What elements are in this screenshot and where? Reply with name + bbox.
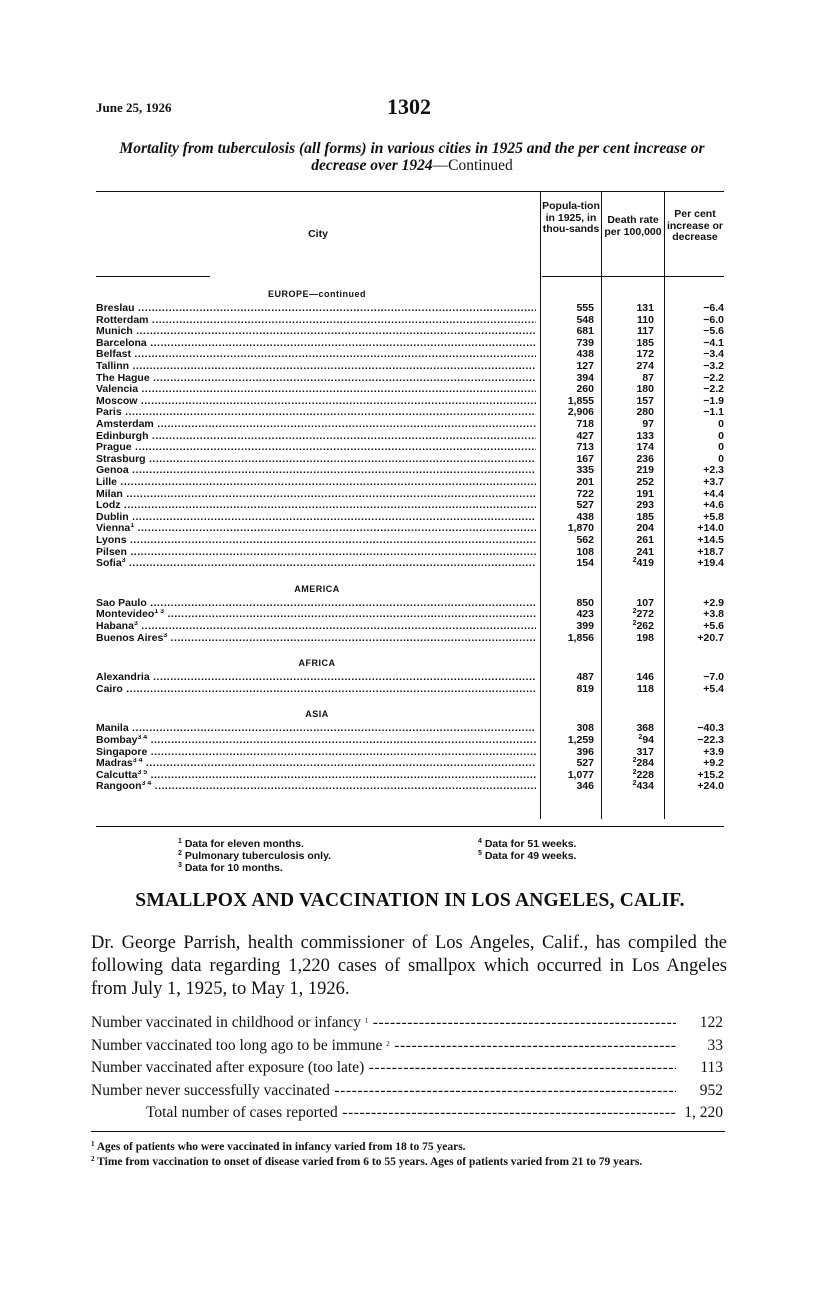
city-name: Tallinn ..... (96, 361, 536, 373)
population-value: 399 (576, 620, 594, 632)
population-value: 713 (576, 441, 594, 454)
city-name: Munich ..... (96, 326, 536, 338)
section-heading: AFRICA (298, 658, 336, 669)
death-rate-value: 204 (636, 522, 654, 535)
table-bottom-rule (96, 826, 724, 827)
table-row (96, 723, 724, 735)
population-value: 260 (576, 383, 594, 396)
population-value: 850 (576, 596, 594, 609)
city-name: Calcutta$^{3 5}$ ..... (96, 770, 536, 782)
table-row (96, 558, 724, 570)
table-row (96, 684, 724, 696)
city-name: Manila ..... (96, 723, 536, 735)
percent-change-value: 0 (718, 429, 724, 442)
percent-change-value: +3.9 (703, 745, 724, 758)
city-name: Rangoon$^{3 4}$ ..... (96, 781, 536, 793)
table-row (96, 747, 724, 759)
population-value: 1,077 (567, 768, 594, 781)
death-rate-value: 261 (636, 534, 654, 546)
percent-change-value: +5.6 (703, 620, 724, 632)
section-heading: AMERICA (294, 583, 340, 594)
total-value: 1, 220 (680, 1102, 723, 1124)
population-value: 1,870 (567, 522, 594, 535)
table-row (96, 373, 724, 385)
death-rate-value: 118 (637, 682, 654, 695)
population-value: 555 (576, 302, 594, 314)
percent-change-value: 0 (718, 441, 724, 454)
population-value: 438 (576, 348, 594, 361)
table-row (96, 431, 724, 443)
footnote: $^4$ Data for 51 weeks. (478, 838, 577, 850)
city-name: Alexandria ..... (96, 672, 536, 684)
row-label: Number never successfully vaccinated ----- (91, 1080, 676, 1102)
percent-change-value: −6.0 (703, 313, 724, 326)
city-name: Paris ..... (96, 407, 536, 419)
header-city: City (308, 228, 328, 240)
row-label: Number vaccinated in childhood or infancy $^1$ ----- (91, 1012, 676, 1034)
footnote: $^1$ Data for eleven months. (178, 838, 304, 850)
table-row (96, 535, 724, 547)
vaccination-row (91, 1080, 723, 1102)
table-row (96, 547, 724, 559)
death-rate-value: $^2$419 (632, 557, 654, 570)
table-row (96, 326, 724, 338)
death-rate-value: $^2$434 (632, 780, 654, 793)
header-population: Popula-tion in 1925, in thou-sands (542, 200, 600, 235)
city-name: Moscow ..... (96, 396, 536, 408)
percent-change-value: −4.1 (703, 336, 724, 349)
city-name: The Hague ..... (96, 373, 536, 385)
page-header (96, 96, 722, 118)
row-label: Number vaccinated too long ago to be immune $^2$ ----- (91, 1035, 676, 1057)
city-name: Rotterdam ..... (96, 315, 536, 327)
percent-change-value: +4.4 (703, 487, 724, 500)
header-percent-change: Per cent increase or decrease (666, 208, 724, 243)
city-name: Sofia$^3$ ..... (96, 558, 536, 570)
city-name: Barcelona ..... (96, 338, 536, 350)
death-rate-value: 280 (636, 406, 654, 419)
total-label: Total number of cases reported ----- (146, 1102, 676, 1124)
population-value: 346 (576, 780, 594, 793)
table-row (96, 489, 724, 501)
table-caption (96, 140, 728, 174)
city-name: Valencia ..... (96, 384, 536, 396)
percent-change-value: +20.7 (697, 631, 724, 644)
table-row (96, 454, 724, 466)
article-title: SMALLPOX AND VACCINATION IN LOS ANGELES, CALIF. (135, 890, 685, 911)
city-name: Buenos Aires$^3$ ..... (96, 633, 536, 645)
caption-title: Mortality from tuberculosis (all forms) in various cities in 1925 and the per cent increase or decrease over 1924 (119, 140, 705, 174)
city-name: Montevideo$^{1 3}$ ..... (96, 609, 536, 621)
city-name: Genoa ..... (96, 465, 536, 477)
city-name: Amsterdam ..... (96, 419, 536, 431)
population-value: 487 (576, 671, 594, 684)
death-rate-value: 252 (636, 476, 654, 488)
percent-change-value: −2.2 (703, 383, 724, 396)
death-rate-value: 157 (636, 394, 654, 407)
city-name: Pilsen ..... (96, 547, 536, 559)
table-row (96, 419, 724, 431)
percent-change-value: +18.7 (697, 545, 724, 558)
percent-change-value: 0 (718, 418, 724, 430)
city-name: Edinburgh ..... (96, 431, 536, 443)
percent-change-value: +19.4 (697, 557, 724, 570)
header-death-rate: Death rate per 100,000 (604, 214, 662, 238)
death-rate-value: 110 (637, 313, 654, 326)
row-value: 122 (696, 1012, 723, 1034)
city-name: Sao Paulo ..... (96, 598, 536, 610)
percent-change-value: +9.2 (703, 757, 724, 770)
population-value: 681 (576, 325, 594, 338)
footnote: $^2$ Time from vaccination to onset of disease varied from 6 to 55 years. Ages of patients varied from 21 to 79 years. (91, 1154, 643, 1168)
percent-change-value: +5.8 (703, 510, 724, 523)
death-rate-value: 191 (636, 487, 654, 500)
death-rate-value: 185 (636, 510, 654, 523)
population-value: 394 (576, 371, 594, 384)
city-name: Prague ..... (96, 442, 536, 454)
table-row (96, 633, 724, 645)
city-name: Lille ..... (96, 477, 536, 489)
table-row (96, 758, 724, 770)
article-footnotes (91, 1140, 725, 1169)
city-name: Strasburg ..... (96, 454, 536, 466)
section-heading: EUROPE—continued (267, 289, 366, 299)
percent-change-value: +15.2 (697, 768, 724, 781)
percent-change-value: −1.9 (703, 394, 724, 407)
population-value: 2,906 (567, 406, 594, 419)
table-row (96, 349, 724, 361)
row-value: 33 (704, 1035, 724, 1057)
article-paragraph: Dr. George Parrish, health commissioner of Los Angeles, Calif., has compiled the following data regarding 1,220 cases of smallpox which occurred in Los Angeles from July 1, 1925, to May 1, 1926. (91, 933, 727, 999)
table-row (96, 735, 724, 747)
percent-change-value: −3.4 (703, 348, 724, 361)
city-name: Dublin ..... (96, 512, 536, 524)
death-rate-value: 274 (636, 360, 654, 372)
vaccination-row (91, 1012, 723, 1034)
death-rate-value: 107 (636, 596, 654, 609)
percent-change-value: +3.8 (703, 608, 724, 621)
table-row (96, 303, 724, 315)
death-rate-value: 368 (636, 722, 654, 735)
table-row (96, 442, 724, 454)
city-name: Habana$^3$ ..... (96, 621, 536, 633)
percent-change-value: +2.3 (703, 464, 724, 477)
population-value: 1,259 (567, 734, 594, 746)
table-row (96, 781, 724, 793)
population-value: 1,855 (567, 394, 594, 407)
percent-change-value: −7.0 (703, 671, 724, 684)
caption-suffix: —Continued (432, 157, 513, 174)
death-rate-value: 146 (636, 671, 654, 684)
table-row (96, 770, 724, 782)
page-number: 1302 (387, 94, 431, 119)
death-rate-value: 131 (636, 302, 654, 314)
city-name: Belfast ..... (96, 349, 536, 361)
population-value: 722 (576, 487, 594, 500)
population-value: 127 (576, 360, 594, 372)
percent-change-value: −3.2 (703, 360, 724, 372)
population-value: 396 (576, 745, 594, 758)
population-value: 427 (576, 429, 594, 442)
percent-change-value: −40.3 (697, 722, 724, 735)
percent-change-value: +14.0 (697, 522, 724, 535)
percent-change-value: +2.9 (703, 596, 724, 609)
city-name: Breslau ..... (96, 303, 536, 315)
table-row (96, 396, 724, 408)
section-heading: ASIA (305, 709, 329, 720)
death-rate-value: 180 (636, 383, 654, 396)
footnote-rule (91, 1131, 725, 1132)
population-value: 108 (576, 545, 594, 558)
city-name: Milan ..... (96, 489, 536, 501)
table-row (96, 384, 724, 396)
row-label: Number vaccinated after exposure (too late) ----- (91, 1057, 676, 1079)
death-rate-value: 133 (636, 429, 654, 442)
table-top-rule (96, 191, 724, 192)
footnote: $^1$ Ages of patients who were vaccinated in infancy varied from 18 to 75 years. (91, 1140, 466, 1153)
percent-change-value: −1.1 (703, 406, 724, 419)
city-name: Singapore ..... (96, 747, 536, 759)
table-row (96, 315, 724, 327)
death-rate-value: $^2$228 (632, 768, 654, 781)
population-value: 718 (576, 418, 594, 430)
population-value: 819 (576, 682, 594, 695)
city-name: Cairo ..... (96, 684, 536, 696)
death-rate-value: 236 (636, 452, 654, 465)
death-rate-value: 185 (636, 336, 654, 349)
table-row (96, 500, 724, 512)
percent-change-value: +3.7 (703, 476, 724, 488)
death-rate-value: 241 (636, 545, 654, 558)
death-rate-value: 97 (642, 418, 654, 430)
footnote: $^5$ Data for 49 weeks. (478, 850, 577, 862)
table-row (96, 523, 724, 535)
population-value: 201 (576, 476, 594, 488)
percent-change-value: +14.5 (697, 534, 724, 546)
table-row (96, 361, 724, 373)
header-rule (96, 276, 210, 277)
population-value: 154 (576, 557, 594, 570)
population-value: 527 (576, 499, 594, 512)
death-rate-value: 117 (637, 325, 654, 338)
percent-change-value: +4.6 (703, 499, 724, 512)
population-value: 308 (576, 722, 594, 735)
death-rate-value: 87 (642, 371, 654, 384)
vaccination-row (91, 1035, 723, 1057)
table-row (96, 465, 724, 477)
population-value: 562 (576, 534, 594, 546)
death-rate-value: $^2$94 (638, 734, 654, 746)
table-row (96, 672, 724, 684)
table-row (96, 338, 724, 350)
death-rate-value: 293 (636, 499, 654, 512)
population-value: 1,856 (567, 631, 594, 644)
death-rate-value: 198 (636, 631, 654, 644)
population-value: 527 (576, 757, 594, 770)
population-value: 438 (576, 510, 594, 523)
percent-change-value: +24.0 (697, 780, 724, 793)
table-row (96, 621, 724, 633)
table-row (96, 512, 724, 524)
row-value: 952 (696, 1080, 723, 1102)
population-value: 423 (576, 608, 594, 621)
percent-change-value: +5.4 (703, 682, 724, 695)
city-name: Madras$^{3 4}$ ..... (96, 758, 536, 770)
table-row (96, 598, 724, 610)
death-rate-value: 172 (636, 348, 654, 361)
population-value: 739 (576, 336, 594, 349)
city-name: Lyons ..... (96, 535, 536, 547)
issue-date: June 25, 1926 (96, 100, 172, 115)
footnote: $^3$ Data for 10 months. (178, 862, 283, 874)
city-name: Bombay$^{3 4}$ ..... (96, 735, 536, 747)
table-row (96, 609, 724, 621)
death-rate-value: $^2$272 (632, 608, 654, 621)
row-value: 113 (696, 1057, 723, 1079)
percent-change-value: −22.3 (697, 734, 724, 746)
population-value: 548 (576, 313, 594, 326)
death-rate-value: 219 (636, 464, 654, 477)
population-value: 335 (576, 464, 594, 477)
total-row (146, 1102, 723, 1124)
percent-change-value: −5.6 (703, 325, 724, 338)
footnotes-left (178, 838, 331, 874)
percent-change-value: −6.4 (703, 302, 724, 314)
footnotes-right (478, 838, 576, 862)
table-row (96, 407, 724, 419)
header-rule (542, 276, 724, 277)
vaccination-row (91, 1057, 723, 1079)
table-row (96, 477, 724, 489)
population-value: 167 (576, 452, 594, 465)
footnote: $^2$ Pulmonary tuberculosis only. (178, 850, 332, 862)
death-rate-value: 174 (636, 441, 654, 454)
death-rate-value: 317 (636, 745, 654, 758)
percent-change-value: −2.2 (703, 371, 724, 384)
percent-change-value: 0 (718, 452, 724, 465)
city-name: Lodz ..... (96, 500, 536, 512)
death-rate-value: $^2$284 (632, 757, 654, 770)
city-name: Vienna$^1$ ..... (96, 523, 536, 535)
death-rate-value: $^2$262 (632, 620, 654, 632)
